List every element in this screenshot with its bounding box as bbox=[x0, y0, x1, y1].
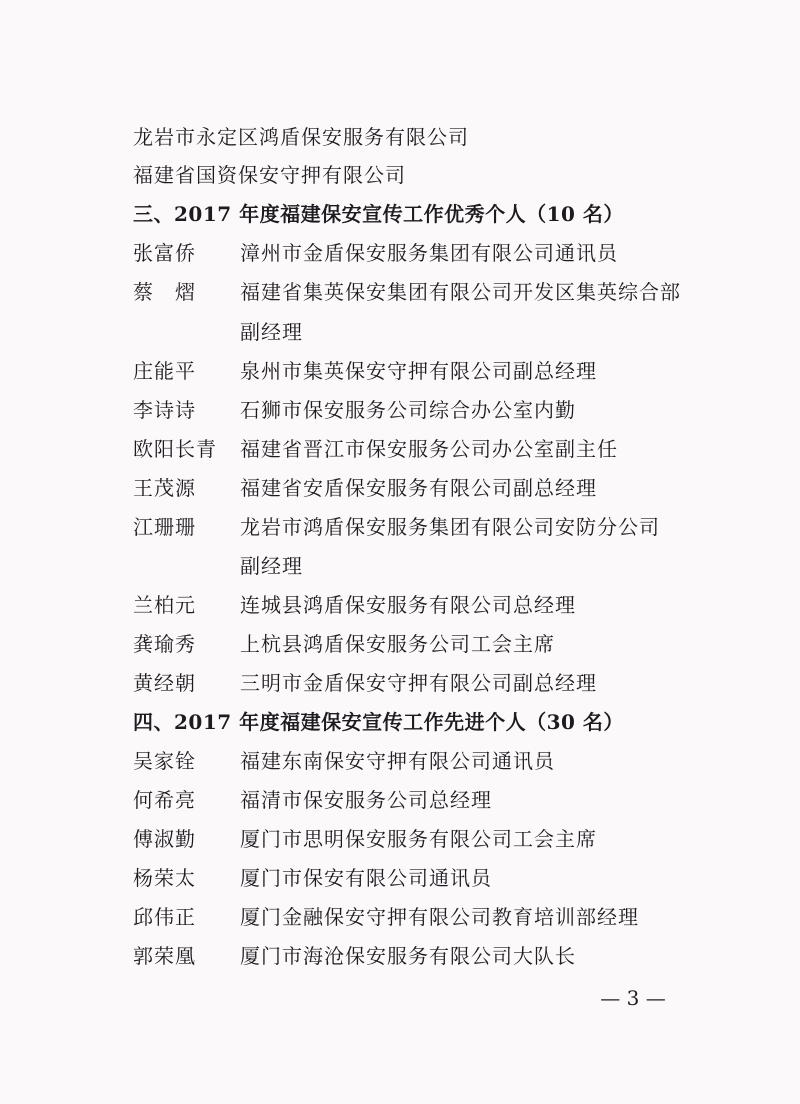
person-org: 福建东南保安守押有限公司通讯员 bbox=[240, 749, 555, 773]
list-item bbox=[0, 858, 800, 898]
person-name: 吴家铨 bbox=[133, 749, 196, 773]
person-org: 福建省集英保安集团有限公司开发区集英综合部 bbox=[240, 280, 681, 304]
list-item-continuation bbox=[0, 312, 800, 352]
person-org: 厦门市保安有限公司通讯员 bbox=[240, 866, 492, 890]
person-name: 庄能平 bbox=[133, 359, 196, 383]
person-org: 福建省安盾保安服务有限公司副总经理 bbox=[240, 476, 597, 500]
person-name: 何希亮 bbox=[133, 788, 196, 812]
person-org: 三明市金盾保安守押有限公司副总经理 bbox=[240, 671, 597, 695]
person-org: 连城县鸿盾保安服务有限公司总经理 bbox=[240, 593, 576, 617]
list-item bbox=[0, 468, 800, 508]
person-name: 欧阳长青 bbox=[133, 437, 217, 461]
person-name: 邱伟正 bbox=[133, 905, 196, 929]
list-item bbox=[0, 429, 800, 469]
person-name: 傅淑勤 bbox=[133, 827, 196, 851]
section-4-title: 四、2017 年度福建保安宣传工作先进个人（30 名） bbox=[133, 710, 624, 734]
list-item bbox=[0, 585, 800, 625]
person-org: 漳州市金盾保安服务集团有限公司通讯员 bbox=[240, 241, 618, 265]
person-name: 龚瑜秀 bbox=[133, 632, 196, 656]
section-heading bbox=[0, 702, 800, 742]
list-item bbox=[0, 936, 800, 976]
list-item bbox=[0, 351, 800, 391]
list-item bbox=[0, 272, 800, 312]
person-name: 江珊珊 bbox=[133, 515, 196, 539]
list-item bbox=[0, 819, 800, 859]
person-name: 杨荣太 bbox=[133, 866, 196, 890]
person-org: 泉州市集英保安守押有限公司副总经理 bbox=[240, 359, 597, 383]
person-org: 厦门金融保安守押有限公司教育培训部经理 bbox=[240, 905, 639, 929]
person-name: 兰柏元 bbox=[133, 593, 196, 617]
list-item bbox=[0, 663, 800, 703]
person-org: 厦门市思明保安服务有限公司工会主席 bbox=[240, 827, 597, 851]
list-item bbox=[0, 117, 800, 157]
org-text: 福建省国资保安守押有限公司 bbox=[133, 163, 406, 187]
page-number: — 3 — bbox=[600, 986, 666, 1010]
person-org-continuation: 副经理 bbox=[240, 554, 303, 578]
person-name: 王茂源 bbox=[133, 476, 196, 500]
list-item bbox=[0, 780, 800, 820]
person-org: 上杭县鸿盾保安服务公司工会主席 bbox=[240, 632, 555, 656]
person-name: 黄经朝 bbox=[133, 671, 196, 695]
person-name: 李诗诗 bbox=[133, 398, 196, 422]
person-org-continuation: 副经理 bbox=[240, 320, 303, 344]
section-heading bbox=[0, 194, 800, 234]
list-item bbox=[0, 233, 800, 273]
person-org: 龙岩市鸿盾保安服务集团有限公司安防分公司 bbox=[240, 515, 660, 539]
list-item bbox=[0, 155, 800, 195]
list-item bbox=[0, 897, 800, 937]
list-item bbox=[0, 507, 800, 547]
person-name: 郭荣凰 bbox=[133, 944, 196, 968]
list-item bbox=[0, 390, 800, 430]
person-name: 蔡 熠 bbox=[133, 280, 196, 304]
section-3-title: 三、2017 年度福建保安宣传工作优秀个人（10 名） bbox=[133, 202, 624, 226]
person-org: 石狮市保安服务公司综合办公室内勤 bbox=[240, 398, 576, 422]
org-text: 龙岩市永定区鸿盾保安服务有限公司 bbox=[133, 125, 469, 149]
list-item bbox=[0, 624, 800, 664]
person-org: 福清市保安服务公司总经理 bbox=[240, 788, 492, 812]
person-name: 张富侨 bbox=[133, 241, 196, 265]
list-item-continuation bbox=[0, 546, 800, 586]
list-item bbox=[0, 741, 800, 781]
person-org: 厦门市海沧保安服务有限公司大队长 bbox=[240, 944, 576, 968]
person-org: 福建省晋江市保安服务公司办公室副主任 bbox=[240, 437, 618, 461]
